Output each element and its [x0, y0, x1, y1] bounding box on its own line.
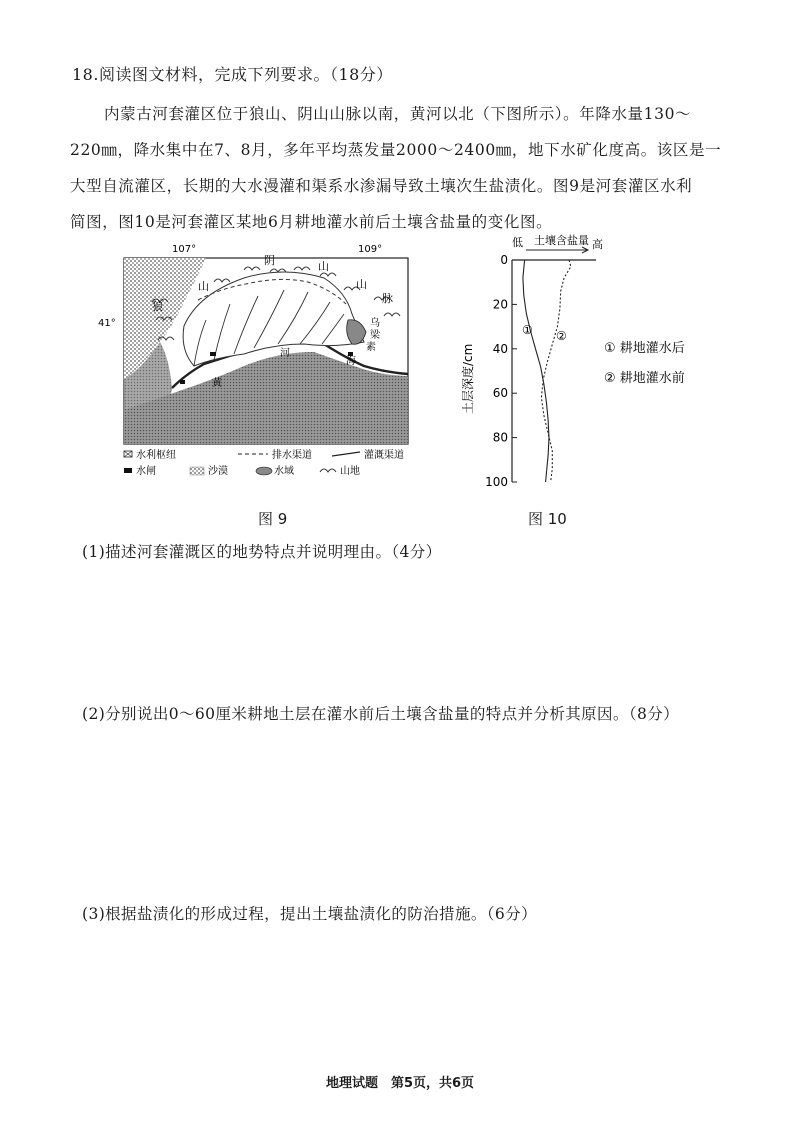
legend-desert: 沙漠 — [208, 466, 228, 477]
sluice-marker — [180, 380, 185, 384]
label-lang: 狼 — [152, 300, 163, 313]
y-tick-label: 0 — [500, 253, 508, 267]
label-liang: 梁 — [370, 330, 380, 341]
hydraulic-hub-marker — [210, 352, 216, 356]
legend-mountain: 山地 — [340, 466, 360, 477]
subquestion-2: (2)分别说出0～60厘米耕地土层在灌水前后土壤含盐量的特点并分析其原因。（8分） — [82, 705, 680, 723]
paragraph-line: 大型自流灌区，长期的大水漫灌和渠系水渗漏导致土壤次生盐渍化。图9是河套灌区水利 — [70, 177, 693, 195]
label-yin: 阴 — [264, 254, 275, 267]
y-axis-label: 土层深度/cm — [461, 343, 475, 414]
legend-water: 水域 — [274, 466, 294, 477]
curve-marker-1: ① — [522, 323, 533, 337]
y-tick-label: 60 — [492, 386, 508, 401]
curve-marker-2: ② — [556, 329, 567, 343]
subquestion-1: (1)描述河套灌溉区的地势特点并说明理由。（4分） — [82, 543, 442, 561]
legend-before-irrigation: ② 耕地灌水前 — [604, 371, 685, 386]
lon-label-109: 109° — [358, 244, 383, 255]
label-mai: 脉 — [382, 292, 393, 305]
label-hai: 海 — [346, 356, 356, 367]
y-tick-label: 100 — [485, 475, 508, 489]
question-title: 18.阅读图文材料，完成下列要求。（18分） — [72, 65, 393, 84]
y-tick-label: 40 — [492, 341, 508, 356]
figure-9-caption: 图 9 — [258, 510, 288, 528]
series-line-2 — [541, 260, 570, 482]
figure-9-map — [94, 240, 424, 490]
legend-sluice: 水闸 — [136, 466, 156, 477]
label-wu: 乌 — [370, 318, 380, 329]
question-paragraph — [70, 96, 742, 240]
label-huang: 黄 — [212, 378, 222, 389]
paragraph-line: 220㎜，降水集中在7、8月，多年平均蒸发量2000～2400㎜，地下水矿化度高。该区是一 — [70, 141, 722, 159]
legend-irrigation-canal: 灌溉渠道 — [364, 450, 404, 461]
top-axis-title: 土壤含盐量 — [534, 234, 589, 247]
paragraph-line: 内蒙古河套灌区位于狼山、阴山山脉以南，黄河以北（下图所示）。年降水量130～ — [104, 105, 692, 123]
label-he: 河 — [280, 348, 290, 359]
map-legend — [124, 448, 404, 477]
y-tick-label: 80 — [492, 430, 508, 445]
label-shan: 山 — [198, 280, 209, 293]
legend-drainage-channel: 排水渠道 — [272, 450, 312, 461]
lat-label-41: 41° — [98, 318, 116, 329]
legend-after-irrigation: ① 耕地灌水后 — [604, 341, 685, 356]
figure-10-chart — [456, 234, 746, 494]
page-footer: 地理试题 第5页，共6页 — [325, 1076, 475, 1091]
label-shan: 山 — [318, 260, 329, 273]
top-axis-high: 高 — [592, 238, 603, 251]
series-line-1 — [523, 260, 549, 482]
figure-10-caption: 图 10 — [528, 510, 567, 528]
lon-label-107: 107° — [172, 244, 197, 255]
top-axis-low: 低 — [512, 236, 523, 249]
label-su: 素 — [366, 342, 376, 353]
chart-series — [523, 260, 571, 482]
label-shan: 山 — [356, 278, 367, 291]
paragraph-line: 简图，图10是河套灌区某地6月耕地灌水前后土壤含盐量的变化图。 — [70, 213, 553, 231]
subquestion-3: (3)根据盐渍化的形成过程，提出土壤盐渍化的防治措施。（6分） — [82, 905, 537, 923]
y-tick-label: 20 — [492, 297, 508, 312]
legend-hydraulic-hub: 水利枢纽 — [136, 450, 176, 461]
chart-axes — [485, 253, 596, 489]
